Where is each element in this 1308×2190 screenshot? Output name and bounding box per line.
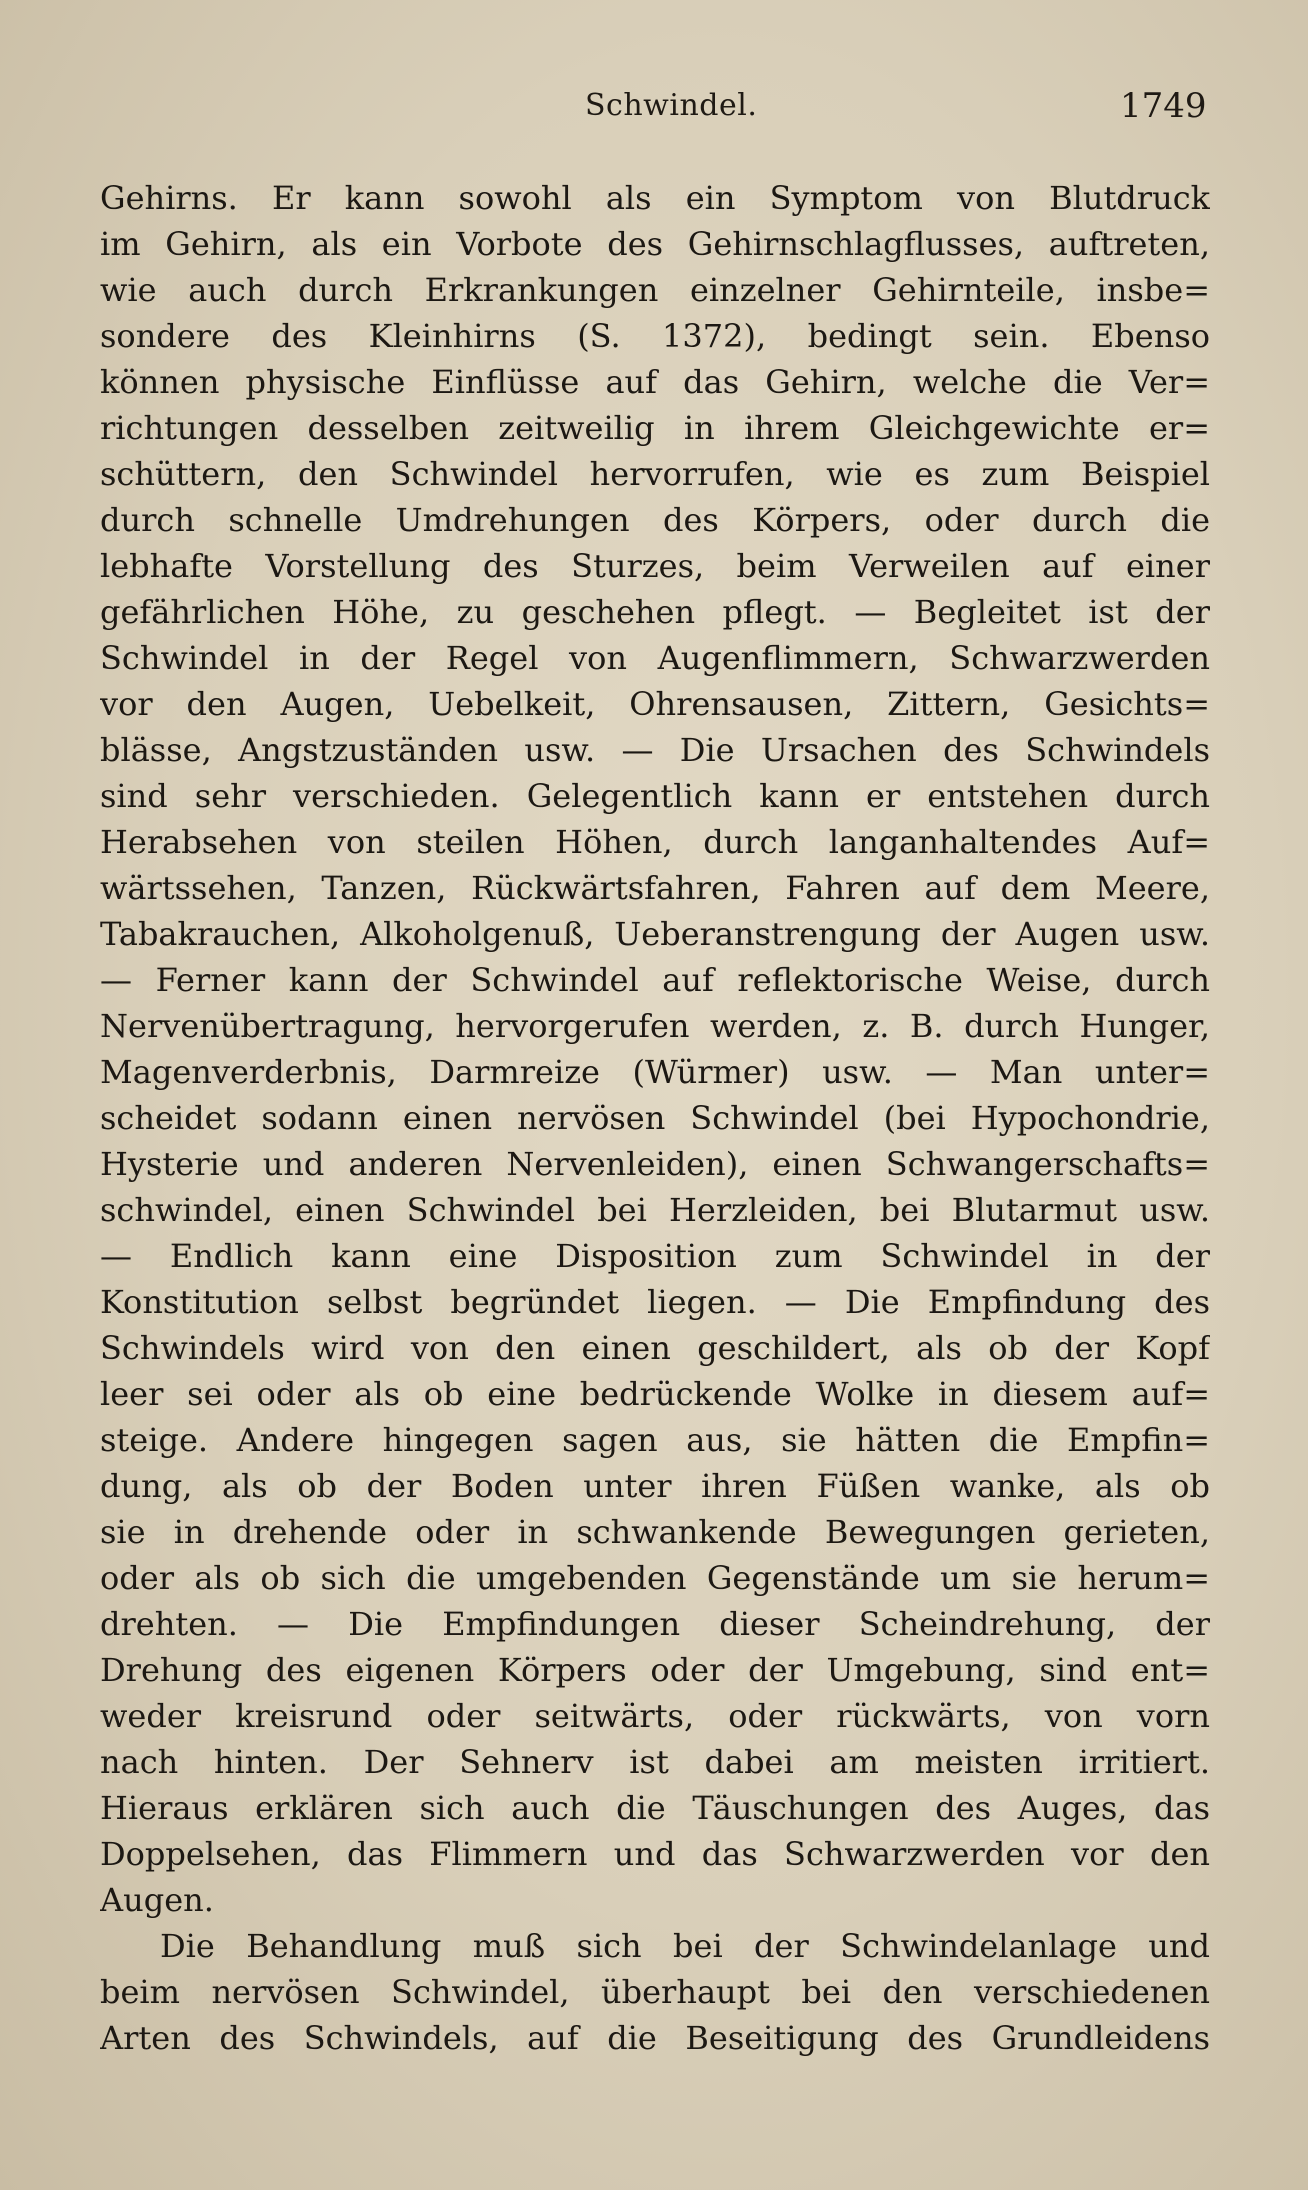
text-line: scheidet sodann einen nervösen Schwindel (bei Hypochondrie, xyxy=(100,1099,1210,1137)
text-line: Tabakrauchen, Alkoholgenuß, Ueberanstrengung der Augen usw. xyxy=(100,915,1210,953)
text-line: beim nervösen Schwindel, überhaupt bei den verschiedenen xyxy=(100,1973,1210,2011)
text-line: Herabsehen von steilen Höhen, durch langanhaltendes Auf= xyxy=(100,823,1210,861)
text-line: Hysterie und anderen Nervenleiden), einen Schwangerschafts= xyxy=(100,1145,1210,1183)
paragraph-end-line: Augen. xyxy=(100,1881,214,1919)
text-line: wärtssehen, Tanzen, Rückwärtsfahren, Fahren auf dem Meere, xyxy=(100,869,1210,907)
text-line: Doppelsehen, das Flimmern und das Schwarzwerden vor den xyxy=(100,1835,1210,1873)
text-line: Drehung des eigenen Körpers oder der Umgebung, sind ent= xyxy=(100,1651,1210,1689)
text-line: weder kreisrund oder seitwärts, oder rückwärts, von vorn xyxy=(100,1697,1210,1735)
text-line: steige. Andere hingegen sagen aus, sie hätten die Empfin= xyxy=(100,1421,1210,1459)
running-title: Schwindel. xyxy=(585,88,758,123)
text-line: Magenverderbnis, Darmreize (Würmer) usw. — Man unter= xyxy=(100,1053,1210,1091)
text-line: Arten des Schwindels, auf die Beseitigung des Grundleidens xyxy=(100,2019,1210,2057)
page-header xyxy=(0,88,1308,138)
text-line: wie auch durch Erkrankungen einzelner Gehirnteile, insbe= xyxy=(100,271,1210,309)
text-line: Schwindel in der Regel von Augenflimmern, Schwarzwerden xyxy=(100,639,1210,677)
text-line: Schwindels wird von den einen geschildert, als ob der Kopf xyxy=(100,1329,1210,1367)
text-line: Gehirns. Er kann sowohl als ein Symptom von Blutdruck xyxy=(100,179,1210,217)
text-line: vor den Augen, Uebelkeit, Ohrensausen, Zittern, Gesichts= xyxy=(100,685,1210,723)
text-line: gefährlichen Höhe, zu geschehen pflegt. — Begleitet ist der xyxy=(100,593,1210,631)
paragraph-start-line: Die Behandlung muß sich bei der Schwindelanlage und xyxy=(160,1927,1210,1965)
text-line: schwindel, einen Schwindel bei Herzleiden, bei Blutarmut usw. xyxy=(100,1191,1210,1229)
text-line: richtungen desselben zeitweilig in ihrem Gleichgewichte er= xyxy=(100,409,1210,447)
body-text xyxy=(100,175,1210,2061)
page-number: 1749 xyxy=(1120,86,1207,126)
text-line: Hieraus erklären sich auch die Täuschungen des Auges, das xyxy=(100,1789,1210,1827)
text-line: blässe, Angstzuständen usw. — Die Ursachen des Schwindels xyxy=(100,731,1210,769)
text-line: leer sei oder als ob eine bedrückende Wolke in diesem auf= xyxy=(100,1375,1210,1413)
text-line: — Ferner kann der Schwindel auf reflektorische Weise, durch xyxy=(100,961,1210,999)
text-line: dung, als ob der Boden unter ihren Füßen wanke, als ob xyxy=(100,1467,1210,1505)
text-line: im Gehirn, als ein Vorbote des Gehirnschlagflusses, auftreten, xyxy=(100,225,1210,263)
text-line: Konstitution selbst begründet liegen. — Die Empfindung des xyxy=(100,1283,1210,1321)
text-line: schüttern, den Schwindel hervorrufen, wie es zum Beispiel xyxy=(100,455,1210,493)
text-line: — Endlich kann eine Disposition zum Schwindel in der xyxy=(100,1237,1210,1275)
text-line: nach hinten. Der Sehnerv ist dabei am meisten irritiert. xyxy=(100,1743,1210,1781)
text-line: können physische Einflüsse auf das Gehirn, welche die Ver= xyxy=(100,363,1210,401)
text-line: drehten. — Die Empfindungen dieser Scheindrehung, der xyxy=(100,1605,1210,1643)
text-line: sie in drehende oder in schwankende Bewegungen gerieten, xyxy=(100,1513,1210,1551)
text-line: oder als ob sich die umgebenden Gegenstände um sie herum= xyxy=(100,1559,1210,1597)
text-line: lebhafte Vorstellung des Sturzes, beim Verweilen auf einer xyxy=(100,547,1210,585)
text-line: Nervenübertragung, hervorgerufen werden, z. B. durch Hunger, xyxy=(100,1007,1210,1045)
text-line: durch schnelle Umdrehungen des Körpers, oder durch die xyxy=(100,501,1210,539)
text-line: sondere des Kleinhirns (S. 1372), bedingt sein. Ebenso xyxy=(100,317,1210,355)
text-line: sind sehr verschieden. Gelegentlich kann er entstehen durch xyxy=(100,777,1210,815)
